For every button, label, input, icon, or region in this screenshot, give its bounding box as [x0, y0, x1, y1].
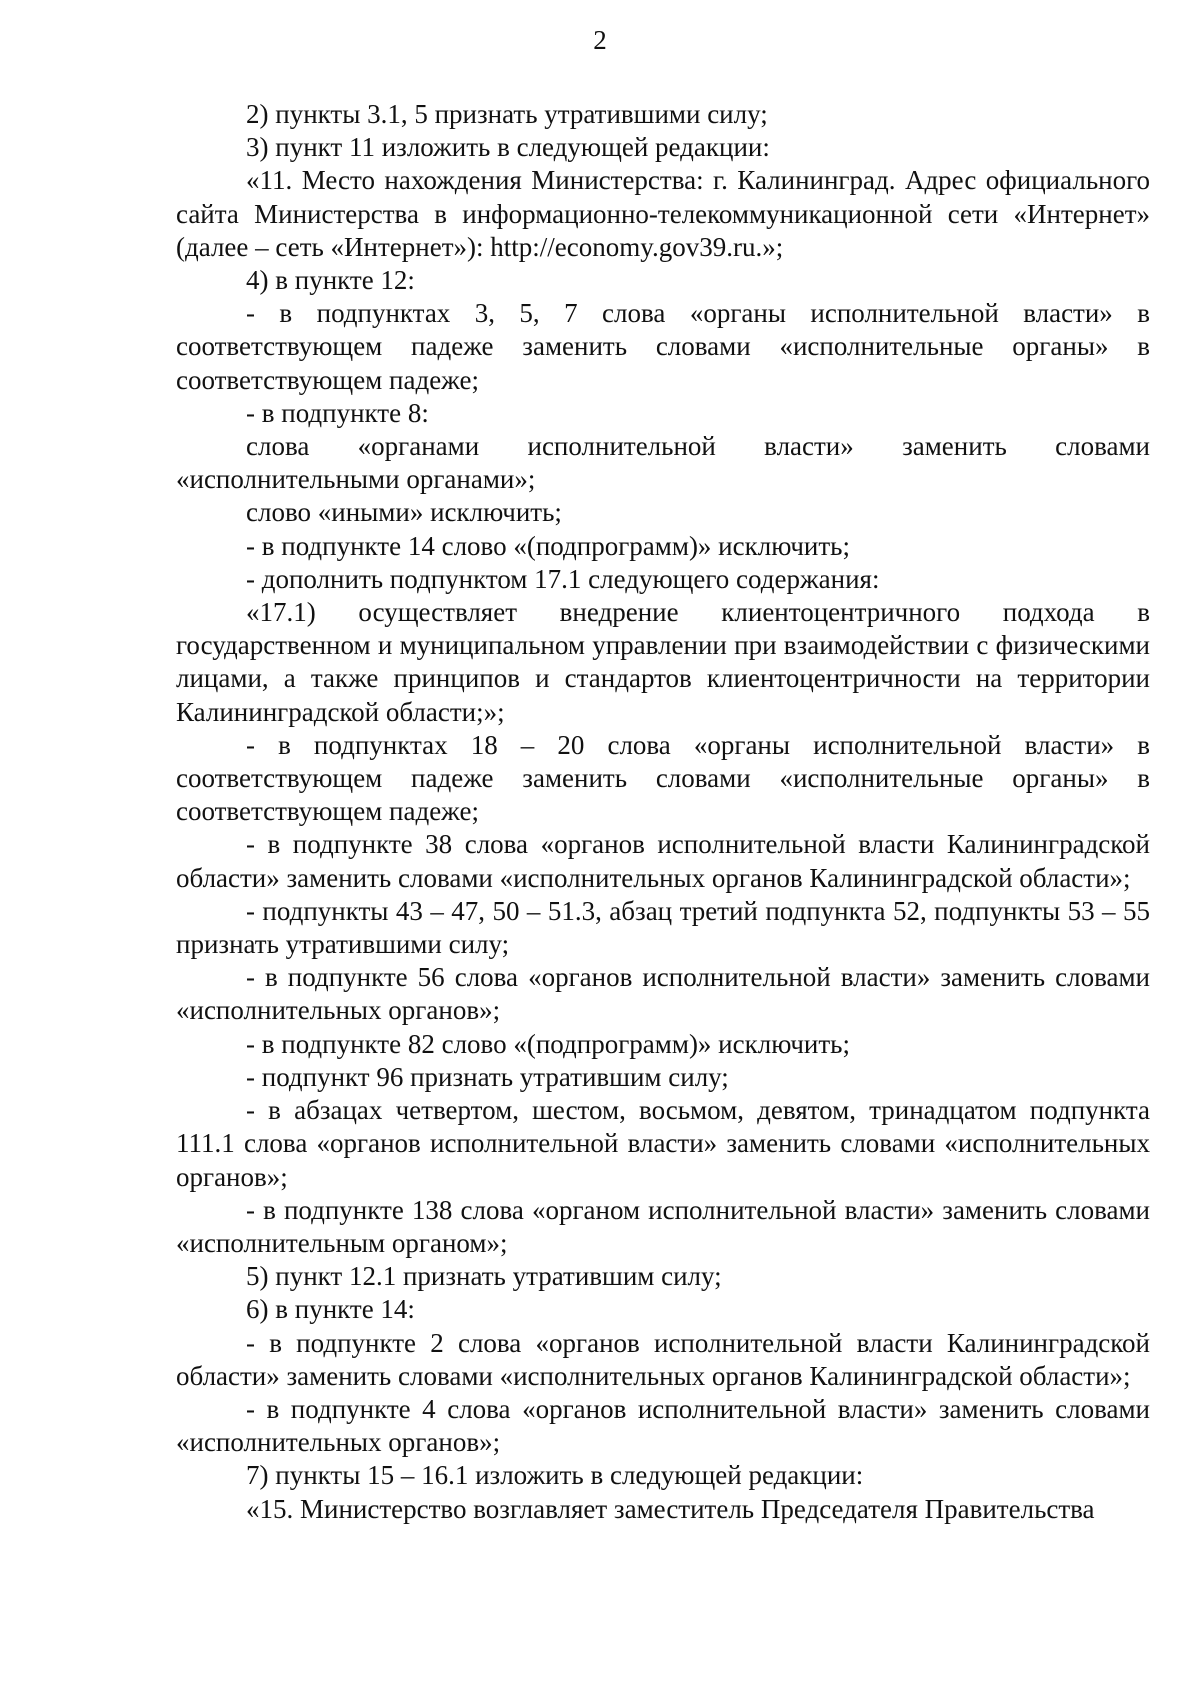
paragraph-subitem-38: - в подпункте 38 слова «органов исполнительной власти Калининградской области» заменить словами «исполнительных органов Калининградской области»; [176, 829, 1150, 893]
paragraph-item-5: 5) пункт 12.1 признать утратившим силу; [246, 1261, 722, 1292]
page-number: 2 [593, 25, 607, 55]
paragraph-subitem-4: - в подпункте 4 слова «органов исполнительной власти» заменить словами «исполнительных органов»; [176, 1393, 1150, 1458]
paragraph-point-15-text: «15. Министерство возглавляет заместитель Председателя Правительства [246, 1493, 1095, 1524]
paragraph-subitem-138: - в подпункте 138 слова «органом исполнительной власти» заменить словами «исполнительным органом»; [176, 1194, 1150, 1258]
paragraph-item-3: 3) пункт 11 изложить в следующей редакции: [246, 132, 770, 163]
paragraph-subitem-8-exclude: слово «иными» исключить; [246, 497, 562, 528]
paragraph-item-4: 4) в пункте 12: [246, 265, 415, 296]
paragraph-subitem-17-1-text: «17.1) осуществляет внедрение клиентоцентричного подхода в государственном и муниципальном управлении при взаимодействии с физическими лицами, а также принципов и стандартов клиентоцентричности на территории Калининградской области;»; [176, 597, 1150, 727]
paragraph-subitem-82: - в подпункте 82 слово «(подпрограмм)» исключить; [246, 1028, 850, 1059]
paragraph-subitems-43-55: - подпункты 43 – 47, 50 – 51.3, абзац третий подпункта 52, подпункты 53 – 55 признать утратившими силу; [176, 895, 1150, 960]
paragraph-item-6: 6) в пункте 14: [246, 1294, 415, 1325]
paragraph-item-7: 7) пункты 15 – 16.1 изложить в следующей редакции: [246, 1460, 864, 1491]
paragraph-item-2: 2) пункты 3.1, 5 признать утратившими силу; [246, 99, 768, 129]
paragraph-subitem-8-words: слова «органами исполнительной власти» заменить словами «исполнительными органами»; [176, 431, 1150, 495]
document-body [176, 98, 1150, 1526]
paragraph-point-11-text: «11. Место нахождения Министерства: г. Калининград. Адрес официального сайта Министерства в информационно-телекоммуникационной сети «Интернет» (далее – сеть «Интернет»): http://economy.gov39.ru.»; [176, 165, 1150, 262]
paragraph-subitem-111-1: - в абзацах четвертом, шестом, восьмом, девятом, тринадцатом подпункта 111.1 слова «органов исполнительной власти» заменить словами «исполнительных органов»; [176, 1095, 1150, 1192]
paragraph-subitem-8: - в подпункте 8: [246, 397, 429, 428]
paragraph-subitem-96: - подпункт 96 признать утратившим силу; [246, 1061, 729, 1092]
paragraph-subitem-2: - в подпункте 2 слова «органов исполнительной власти Калининградской области» заменить словами «исполнительных органов Калининградской области»; [176, 1327, 1150, 1391]
paragraph-subitems-18-20: - в подпунктах 18 – 20 слова «органы исполнительной власти» в соответствующем падеже заменить словами «исполнительные органы» в соответствующем падеже; [176, 729, 1150, 827]
paragraph-subitems-3-5-7: - в подпунктах 3, 5, 7 слова «органы исполнительной власти» в соответствующем падеже заменить словами «исполнительные органы» в соответствующем падеже; [176, 298, 1150, 395]
paragraph-subitem-14: - в подпункте 14 слово «(подпрограмм)» исключить; [246, 530, 850, 561]
paragraph-add-subitem-17-1: - дополнить подпунктом 17.1 следующего содержания: [246, 563, 880, 594]
paragraph-subitem-56: - в подпункте 56 слова «органов исполнительной власти» заменить словами «исполнительных органов»; [176, 962, 1150, 1026]
